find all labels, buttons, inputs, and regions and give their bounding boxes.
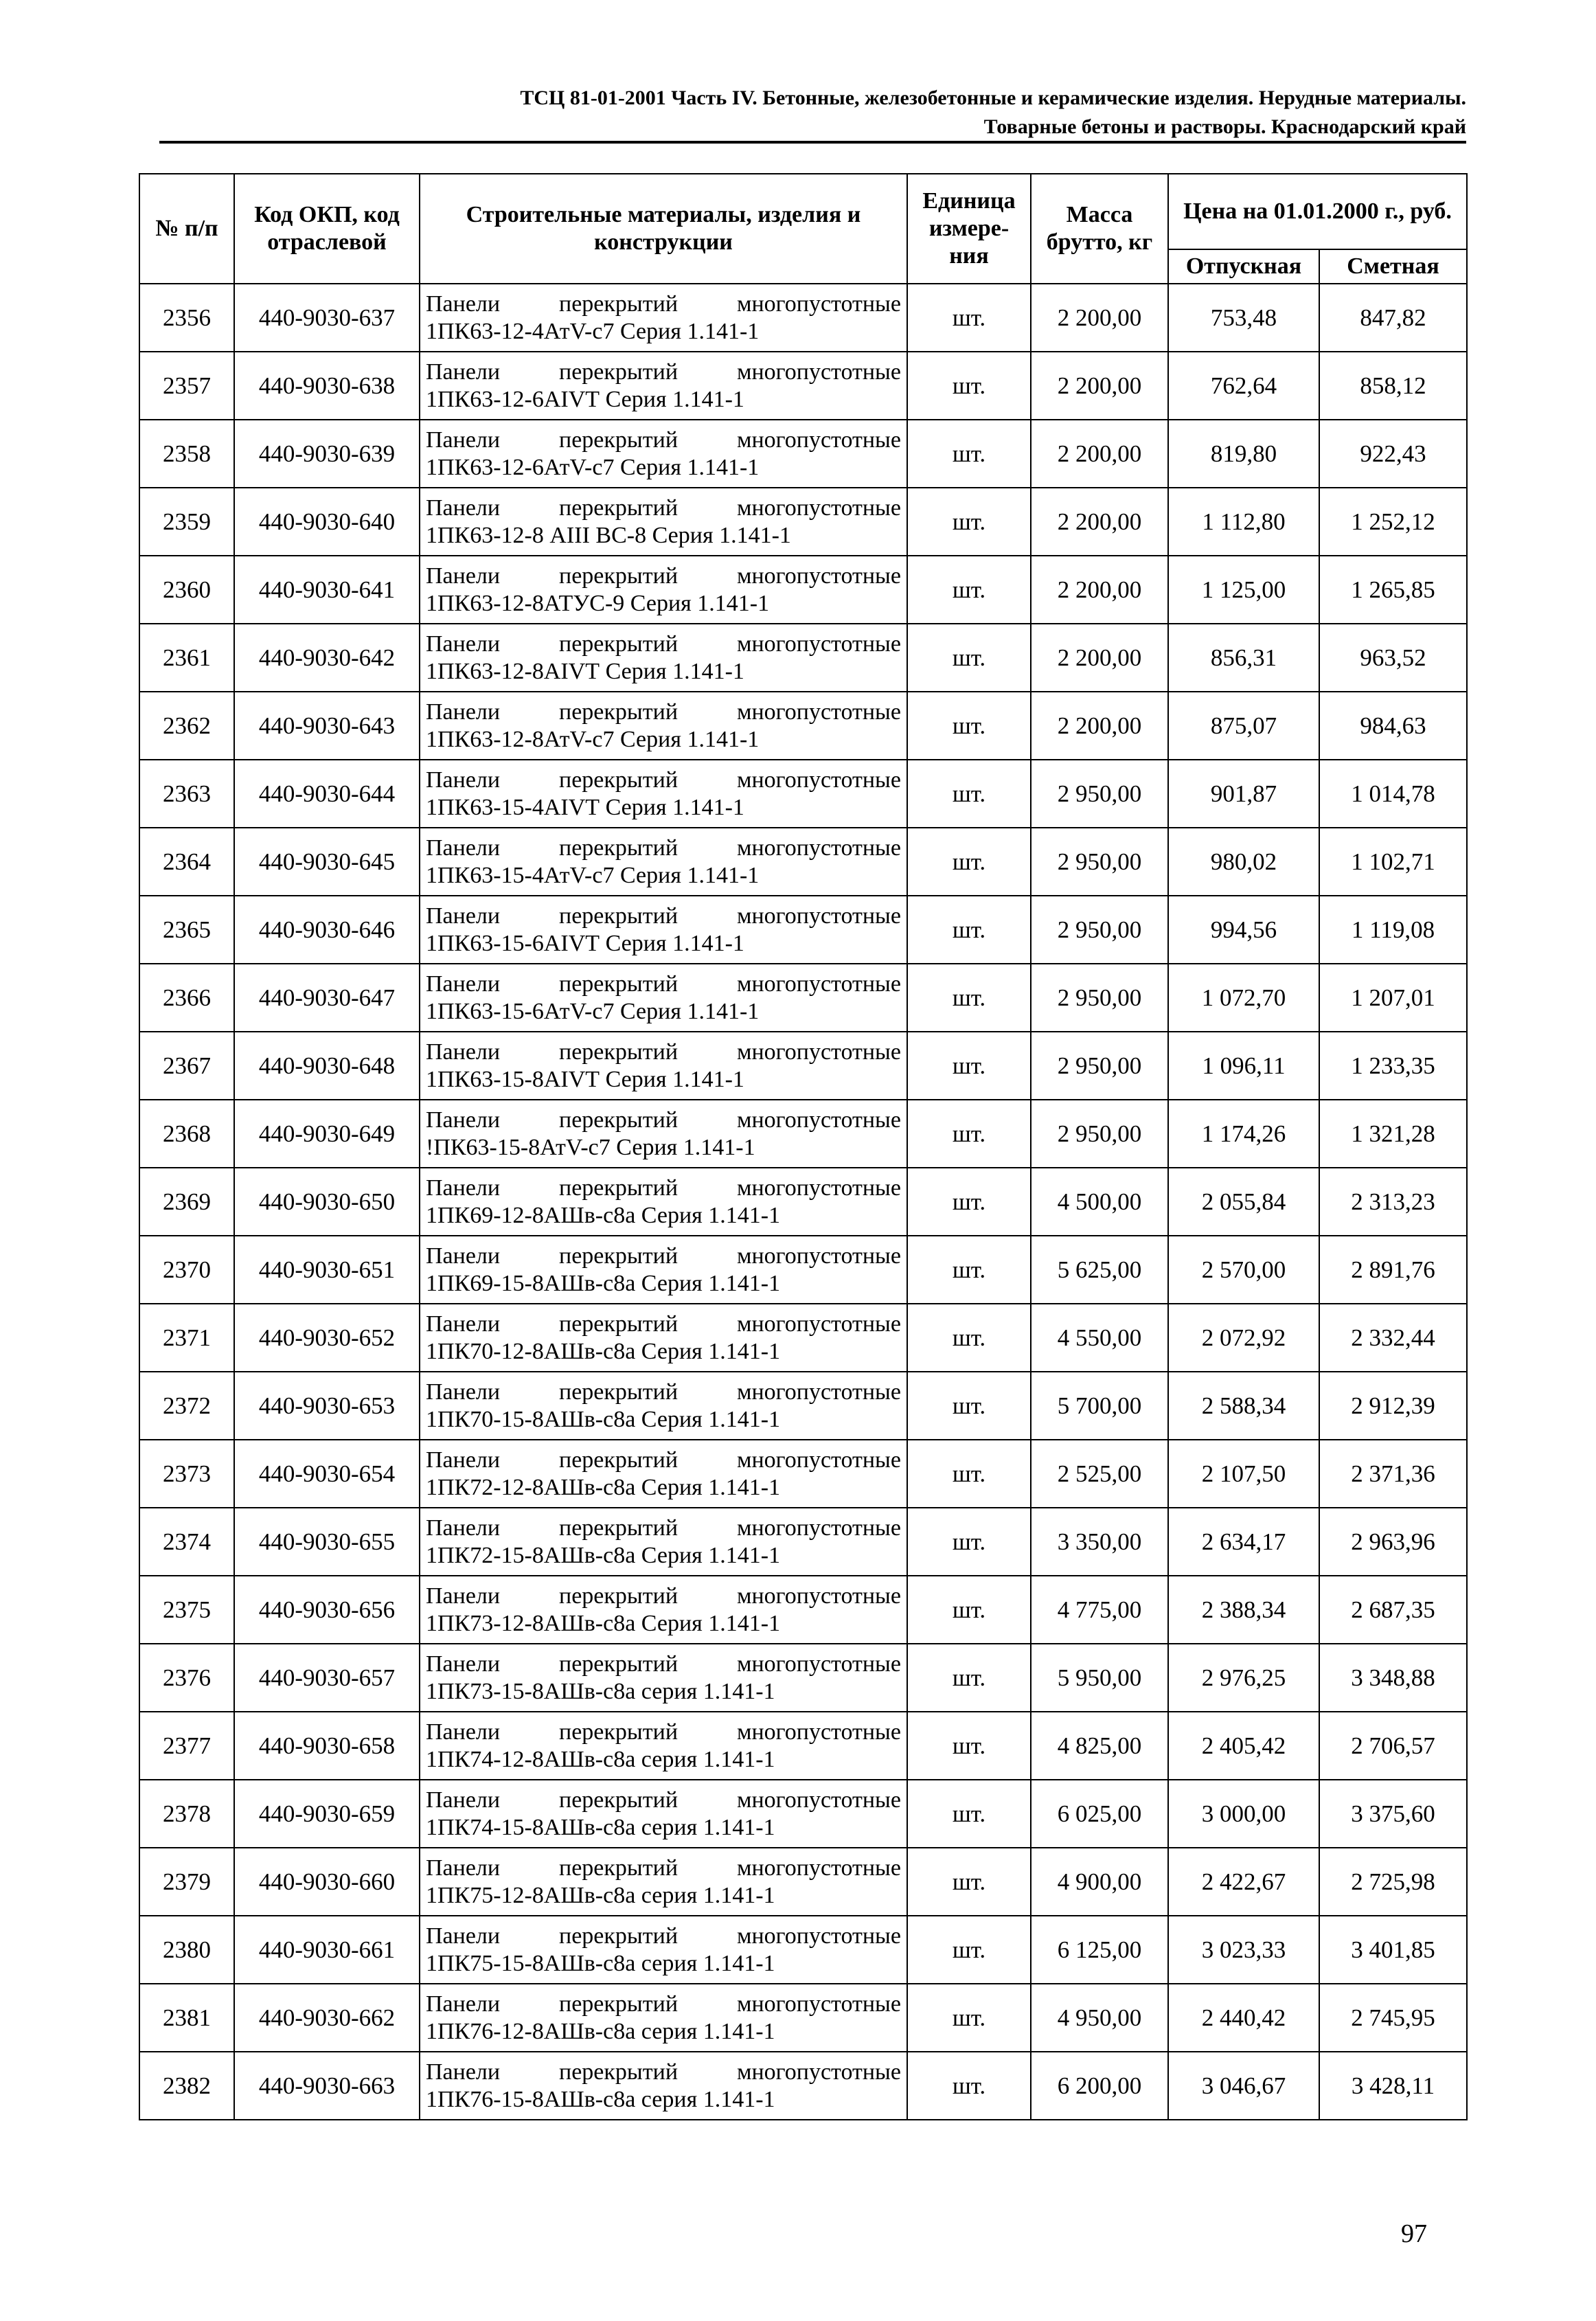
row-number: 2379 [139, 1848, 234, 1916]
unit: шт. [907, 1440, 1031, 1508]
estimate-price: 2 371,36 [1319, 1440, 1467, 1508]
okp-code: 440-9030-661 [234, 1916, 420, 1984]
unit: шт. [907, 624, 1031, 692]
gross-mass: 2 200,00 [1031, 352, 1168, 420]
unit: шт. [907, 352, 1031, 420]
material-name-line-1: Панели перекрытий многопустотные [426, 1923, 901, 1949]
material-name [420, 1780, 907, 1848]
material-name-line-1: Панели перекрытий многопустотные [426, 1583, 901, 1609]
okp-code: 440-9030-647 [234, 964, 420, 1032]
release-price: 2 588,34 [1168, 1372, 1319, 1440]
release-price: 856,31 [1168, 624, 1319, 692]
gross-mass: 4 950,00 [1031, 1984, 1168, 2052]
material-name-line-2: 1ПК63-12-6АIVТ Серия 1.141-1 [426, 386, 744, 412]
estimate-price: 2 891,76 [1319, 1236, 1467, 1304]
okp-code: 440-9030-640 [234, 488, 420, 556]
row-number: 2375 [139, 1576, 234, 1644]
unit: шт. [907, 1372, 1031, 1440]
material-name [420, 488, 907, 556]
material-name-line-1: Панели перекрытий многопустотные [426, 427, 901, 453]
release-price: 1 125,00 [1168, 556, 1319, 624]
material-name-line-1: Панели перекрытий многопустотные [426, 1379, 901, 1405]
material-name [420, 1100, 907, 1168]
release-price: 2 072,92 [1168, 1304, 1319, 1372]
release-price: 2 570,00 [1168, 1236, 1319, 1304]
okp-code: 440-9030-660 [234, 1848, 420, 1916]
material-name-line-2: !ПК63-15-8АтV-с7 Серия 1.141-1 [426, 1134, 755, 1160]
gross-mass: 2 950,00 [1031, 964, 1168, 1032]
material-name-line-1: Панели перекрытий многопустотные [426, 1039, 901, 1065]
release-price: 1 072,70 [1168, 964, 1319, 1032]
gross-mass: 4 550,00 [1031, 1304, 1168, 1372]
gross-mass: 6 125,00 [1031, 1916, 1168, 1984]
material-name [420, 1304, 907, 1372]
material-name [420, 1848, 907, 1916]
okp-code: 440-9030-655 [234, 1508, 420, 1576]
material-name-line-2: 1ПК72-12-8АШв-с8а Серия 1.141-1 [426, 1474, 781, 1500]
material-name-line-1: Панели перекрытий многопустотные [426, 767, 901, 793]
material-name-line-2: 1ПК75-12-8АШв-с8а серия 1.141-1 [426, 1882, 775, 1908]
gross-mass: 2 950,00 [1031, 1032, 1168, 1100]
material-name-line-2: 1ПК74-12-8АШв-с8а серия 1.141-1 [426, 1746, 775, 1772]
okp-code: 440-9030-649 [234, 1100, 420, 1168]
unit: шт. [907, 760, 1031, 828]
estimate-price: 2 706,57 [1319, 1712, 1467, 1780]
material-name-line-2: 1ПК63-12-8АтV-с7 Серия 1.141-1 [426, 726, 760, 752]
table-row [139, 1848, 1467, 1916]
row-number: 2376 [139, 1644, 234, 1712]
material-name-line-2: 1ПК63-12-8АТУС-9 Серия 1.141-1 [426, 590, 770, 616]
release-price: 2 976,25 [1168, 1644, 1319, 1712]
material-name-line-2: 1ПК70-12-8АШв-с8а Серия 1.141-1 [426, 1338, 781, 1364]
unit: шт. [907, 420, 1031, 488]
material-name [420, 1440, 907, 1508]
row-number: 2374 [139, 1508, 234, 1576]
material-name-line-2: 1ПК73-12-8АШв-с8а Серия 1.141-1 [426, 1610, 781, 1636]
material-name [420, 1984, 907, 2052]
material-name [420, 556, 907, 624]
okp-code: 440-9030-648 [234, 1032, 420, 1100]
gross-mass: 2 200,00 [1031, 284, 1168, 352]
material-name-line-2: 1ПК70-15-8АШв-с8а Серия 1.141-1 [426, 1406, 781, 1432]
table-row [139, 692, 1467, 760]
okp-code: 440-9030-656 [234, 1576, 420, 1644]
estimate-price: 847,82 [1319, 284, 1467, 352]
table-row [139, 624, 1467, 692]
row-number: 2378 [139, 1780, 234, 1848]
material-name [420, 1916, 907, 1984]
unit: шт. [907, 1848, 1031, 1916]
material-name [420, 1168, 907, 1236]
estimate-price: 2 687,35 [1319, 1576, 1467, 1644]
release-price: 2 405,42 [1168, 1712, 1319, 1780]
gross-mass: 5 700,00 [1031, 1372, 1168, 1440]
row-number: 2366 [139, 964, 234, 1032]
material-name-line-1: Панели перекрытий многопустотные [426, 495, 901, 521]
gross-mass: 6 025,00 [1031, 1780, 1168, 1848]
row-number: 2356 [139, 284, 234, 352]
unit: шт. [907, 1644, 1031, 1712]
material-name [420, 284, 907, 352]
row-number: 2370 [139, 1236, 234, 1304]
unit: шт. [907, 896, 1031, 964]
unit: шт. [907, 284, 1031, 352]
estimate-price: 3 428,11 [1319, 2052, 1467, 2120]
material-name-line-2: 1ПК74-15-8АШв-с8а серия 1.141-1 [426, 1814, 775, 1840]
table-row [139, 1644, 1467, 1712]
material-name-line-1: Панели перекрытий многопустотные [426, 971, 901, 997]
price-table [139, 173, 1468, 2120]
material-name-line-1: Панели перекрытий многопустотные [426, 1855, 901, 1881]
row-number: 2372 [139, 1372, 234, 1440]
material-name-line-1: Панели перекрытий многопустотные [426, 291, 901, 317]
col-header-name: Строительные материалы, изделия и конструкции [420, 174, 907, 284]
unit: шт. [907, 1032, 1031, 1100]
estimate-price: 2 963,96 [1319, 1508, 1467, 1576]
material-name-line-1: Панели перекрытий многопустотные [426, 1515, 901, 1541]
gross-mass: 4 500,00 [1031, 1168, 1168, 1236]
unit: шт. [907, 1236, 1031, 1304]
estimate-price: 2 725,98 [1319, 1848, 1467, 1916]
unit: шт. [907, 964, 1031, 1032]
gross-mass: 3 350,00 [1031, 1508, 1168, 1576]
okp-code: 440-9030-659 [234, 1780, 420, 1848]
gross-mass: 2 950,00 [1031, 896, 1168, 964]
table-row [139, 488, 1467, 556]
unit: шт. [907, 1100, 1031, 1168]
col-header-estimate: Сметная [1319, 249, 1467, 284]
estimate-price: 922,43 [1319, 420, 1467, 488]
table-row [139, 896, 1467, 964]
release-price: 753,48 [1168, 284, 1319, 352]
release-price: 2 107,50 [1168, 1440, 1319, 1508]
release-price: 762,64 [1168, 352, 1319, 420]
release-price: 3 000,00 [1168, 1780, 1319, 1848]
table-row [139, 1032, 1467, 1100]
table-row [139, 1440, 1467, 1508]
material-name-line-2: 1ПК76-12-8АШв-с8а серия 1.141-1 [426, 2018, 775, 2044]
estimate-price: 1 233,35 [1319, 1032, 1467, 1100]
page-header [137, 84, 1466, 141]
material-name [420, 1032, 907, 1100]
okp-code: 440-9030-663 [234, 2052, 420, 2120]
unit: шт. [907, 1916, 1031, 1984]
material-name-line-1: Панели перекрытий многопустотные [426, 359, 901, 385]
estimate-price: 1 252,12 [1319, 488, 1467, 556]
okp-code: 440-9030-642 [234, 624, 420, 692]
release-price: 3 046,67 [1168, 2052, 1319, 2120]
material-name-line-1: Панели перекрытий многопустотные [426, 1311, 901, 1337]
table-row [139, 760, 1467, 828]
estimate-price: 3 401,85 [1319, 1916, 1467, 1984]
material-name-line-1: Панели перекрытий многопустотные [426, 1243, 901, 1269]
table-row [139, 1304, 1467, 1372]
release-price: 2 422,67 [1168, 1848, 1319, 1916]
okp-code: 440-9030-641 [234, 556, 420, 624]
material-name [420, 1236, 907, 1304]
estimate-price: 3 348,88 [1319, 1644, 1467, 1712]
row-number: 2368 [139, 1100, 234, 1168]
okp-code: 440-9030-658 [234, 1712, 420, 1780]
row-number: 2359 [139, 488, 234, 556]
row-number: 2377 [139, 1712, 234, 1780]
material-name [420, 1372, 907, 1440]
gross-mass: 6 200,00 [1031, 2052, 1168, 2120]
material-name [420, 828, 907, 896]
unit: шт. [907, 828, 1031, 896]
material-name [420, 1644, 907, 1712]
row-number: 2357 [139, 352, 234, 420]
unit: шт. [907, 1780, 1031, 1848]
header-line-2: Товарные бетоны и растворы. Краснодарский край [983, 115, 1466, 138]
material-name-line-2: 1ПК63-12-8АIVТ Серия 1.141-1 [426, 658, 744, 684]
row-number: 2380 [139, 1916, 234, 1984]
gross-mass: 4 775,00 [1031, 1576, 1168, 1644]
material-name-line-1: Панели перекрытий многопустотные [426, 1719, 901, 1745]
material-name-line-1: Панели перекрытий многопустотные [426, 699, 901, 725]
estimate-price: 1 265,85 [1319, 556, 1467, 624]
release-price: 1 096,11 [1168, 1032, 1319, 1100]
unit: шт. [907, 1576, 1031, 1644]
release-price: 875,07 [1168, 692, 1319, 760]
row-number: 2360 [139, 556, 234, 624]
material-name-line-1: Панели перекрытий многопустотные [426, 631, 901, 657]
estimate-price: 1 321,28 [1319, 1100, 1467, 1168]
gross-mass: 2 950,00 [1031, 760, 1168, 828]
okp-code: 440-9030-651 [234, 1236, 420, 1304]
unit: шт. [907, 488, 1031, 556]
gross-mass: 2 200,00 [1031, 420, 1168, 488]
okp-code: 440-9030-646 [234, 896, 420, 964]
unit: шт. [907, 1304, 1031, 1372]
estimate-price: 1 102,71 [1319, 828, 1467, 896]
gross-mass: 5 950,00 [1031, 1644, 1168, 1712]
row-number: 2381 [139, 1984, 234, 2052]
table-row [139, 1100, 1467, 1168]
gross-mass: 2 200,00 [1031, 624, 1168, 692]
material-name-line-2: 1ПК72-15-8АШв-с8а Серия 1.141-1 [426, 1542, 781, 1568]
table-row [139, 1916, 1467, 1984]
okp-code: 440-9030-644 [234, 760, 420, 828]
row-number: 2361 [139, 624, 234, 692]
estimate-price: 1 207,01 [1319, 964, 1467, 1032]
gross-mass: 2 200,00 [1031, 692, 1168, 760]
table-row [139, 1576, 1467, 1644]
unit: шт. [907, 1712, 1031, 1780]
okp-code: 440-9030-662 [234, 1984, 420, 2052]
estimate-price: 3 375,60 [1319, 1780, 1467, 1848]
material-name-line-2: 1ПК63-12-8 АIII ВС-8 Серия 1.141-1 [426, 522, 791, 548]
row-number: 2369 [139, 1168, 234, 1236]
row-number: 2365 [139, 896, 234, 964]
row-number: 2367 [139, 1032, 234, 1100]
unit: шт. [907, 2052, 1031, 2120]
table-row [139, 352, 1467, 420]
okp-code: 440-9030-652 [234, 1304, 420, 1372]
unit: шт. [907, 1508, 1031, 1576]
row-number: 2373 [139, 1440, 234, 1508]
col-header-unit: Единица измере-ния [907, 174, 1031, 284]
unit: шт. [907, 1168, 1031, 1236]
material-name [420, 420, 907, 488]
material-name [420, 1712, 907, 1780]
table-row [139, 1780, 1467, 1848]
gross-mass: 2 950,00 [1031, 1100, 1168, 1168]
table-row [139, 2052, 1467, 2120]
estimate-price: 858,12 [1319, 352, 1467, 420]
table-body [139, 284, 1467, 2120]
gross-mass: 4 825,00 [1031, 1712, 1168, 1780]
material-name [420, 964, 907, 1032]
material-name-line-1: Панели перекрытий многопустотные [426, 835, 901, 861]
material-name-line-1: Панели перекрытий многопустотные [426, 1107, 901, 1133]
table-row [139, 420, 1467, 488]
material-name-line-2: 1ПК75-15-8АШв-с8а серия 1.141-1 [426, 1950, 775, 1976]
header-line-1: ТСЦ 81-01-2001 Часть IV. Бетонные, железобетонные и керамические изделия. Нерудные материалы. [520, 87, 1466, 109]
okp-code: 440-9030-654 [234, 1440, 420, 1508]
material-name-line-1: Панели перекрытий многопустотные [426, 1787, 901, 1813]
material-name-line-1: Панели перекрытий многопустотные [426, 903, 901, 929]
estimate-price: 1 119,08 [1319, 896, 1467, 964]
material-name-line-2: 1ПК63-15-6АIVТ Серия 1.141-1 [426, 930, 744, 956]
table-row [139, 556, 1467, 624]
unit: шт. [907, 556, 1031, 624]
gross-mass: 5 625,00 [1031, 1236, 1168, 1304]
okp-code: 440-9030-657 [234, 1644, 420, 1712]
estimate-price: 1 014,78 [1319, 760, 1467, 828]
okp-code: 440-9030-639 [234, 420, 420, 488]
table-row [139, 1984, 1467, 2052]
material-name [420, 760, 907, 828]
release-price: 1 174,26 [1168, 1100, 1319, 1168]
material-name-line-2: 1ПК63-15-4АIVТ Серия 1.141-1 [426, 794, 744, 820]
gross-mass: 4 900,00 [1031, 1848, 1168, 1916]
okp-code: 440-9030-638 [234, 352, 420, 420]
material-name-line-1: Панели перекрытий многопустотные [426, 1175, 901, 1201]
release-price: 2 440,42 [1168, 1984, 1319, 2052]
table-row [139, 284, 1467, 352]
col-header-code: Код ОКП, код отраслевой [234, 174, 420, 284]
estimate-price: 2 912,39 [1319, 1372, 1467, 1440]
release-price: 980,02 [1168, 828, 1319, 896]
estimate-price: 984,63 [1319, 692, 1467, 760]
table-row [139, 964, 1467, 1032]
material-name [420, 1508, 907, 1576]
table-row [139, 1236, 1467, 1304]
table-row [139, 1508, 1467, 1576]
material-name-line-2: 1ПК63-15-8АIVТ Серия 1.141-1 [426, 1066, 744, 1092]
row-number: 2362 [139, 692, 234, 760]
okp-code: 440-9030-653 [234, 1372, 420, 1440]
material-name-line-1: Панели перекрытий многопустотные [426, 2059, 901, 2085]
table-row [139, 1712, 1467, 1780]
row-number: 2371 [139, 1304, 234, 1372]
material-name-line-1: Панели перекрытий многопустотные [426, 1991, 901, 2017]
material-name-line-2: 1ПК63-15-4АтV-с7 Серия 1.141-1 [426, 862, 760, 888]
release-price: 994,56 [1168, 896, 1319, 964]
material-name-line-1: Панели перекрытий многопустотные [426, 1447, 901, 1473]
row-number: 2382 [139, 2052, 234, 2120]
okp-code: 440-9030-643 [234, 692, 420, 760]
material-name [420, 624, 907, 692]
row-number: 2358 [139, 420, 234, 488]
material-name-line-2: 1ПК63-12-4АтV-с7 Серия 1.141-1 [426, 318, 760, 344]
release-price: 3 023,33 [1168, 1916, 1319, 1984]
material-name-line-2: 1ПК69-15-8АШв-с8а Серия 1.141-1 [426, 1270, 781, 1296]
material-name [420, 352, 907, 420]
table-row [139, 1168, 1467, 1236]
gross-mass: 2 200,00 [1031, 556, 1168, 624]
col-header-price: Цена на 01.01.2000 г., руб. [1168, 174, 1467, 249]
unit: шт. [907, 1984, 1031, 2052]
okp-code: 440-9030-637 [234, 284, 420, 352]
table-row [139, 828, 1467, 896]
header-divider [159, 141, 1466, 144]
gross-mass: 2 200,00 [1031, 488, 1168, 556]
gross-mass: 2 525,00 [1031, 1440, 1168, 1508]
release-price: 901,87 [1168, 760, 1319, 828]
material-name-line-2: 1ПК76-15-8АШв-с8а серия 1.141-1 [426, 2086, 775, 2112]
unit: шт. [907, 692, 1031, 760]
release-price: 2 055,84 [1168, 1168, 1319, 1236]
material-name-line-2: 1ПК73-15-8АШв-с8а серия 1.141-1 [426, 1678, 775, 1704]
row-number: 2364 [139, 828, 234, 896]
gross-mass: 2 950,00 [1031, 828, 1168, 896]
estimate-price: 2 745,95 [1319, 1984, 1467, 2052]
row-number: 2363 [139, 760, 234, 828]
material-name [420, 896, 907, 964]
material-name [420, 1576, 907, 1644]
estimate-price: 2 313,23 [1319, 1168, 1467, 1236]
material-name-line-2: 1ПК69-12-8АШв-с8а Серия 1.141-1 [426, 1202, 781, 1228]
material-name-line-1: Панели перекрытий многопустотные [426, 563, 901, 589]
table-row [139, 1372, 1467, 1440]
col-header-mass: Масса брутто, кг [1031, 174, 1168, 284]
page-number: 97 [1401, 2219, 1427, 2248]
material-name [420, 2052, 907, 2120]
estimate-price: 963,52 [1319, 624, 1467, 692]
material-name-line-2: 1ПК63-15-6АтV-с7 Серия 1.141-1 [426, 998, 760, 1024]
release-price: 819,80 [1168, 420, 1319, 488]
release-price: 2 388,34 [1168, 1576, 1319, 1644]
okp-code: 440-9030-645 [234, 828, 420, 896]
material-name [420, 692, 907, 760]
material-name-line-2: 1ПК63-12-6АтV-с7 Серия 1.141-1 [426, 454, 760, 480]
col-header-release: Отпускная [1168, 249, 1319, 284]
col-header-num: № п/п [139, 174, 234, 284]
material-name-line-1: Панели перекрытий многопустотные [426, 1651, 901, 1677]
release-price: 1 112,80 [1168, 488, 1319, 556]
release-price: 2 634,17 [1168, 1508, 1319, 1576]
estimate-price: 2 332,44 [1319, 1304, 1467, 1372]
okp-code: 440-9030-650 [234, 1168, 420, 1236]
